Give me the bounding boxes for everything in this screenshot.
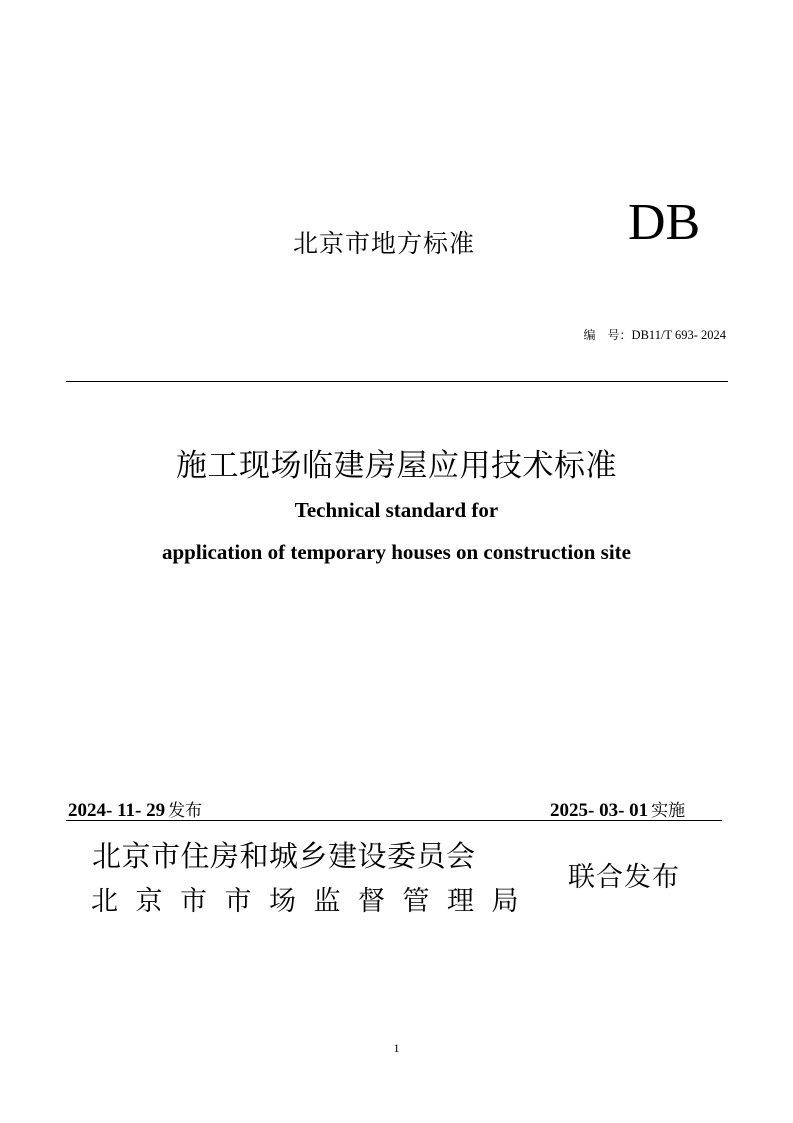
standard-code-label: 编 号： xyxy=(583,328,632,342)
db-mark: DB xyxy=(628,194,701,251)
effective-date-value: 2025- 03- 01 xyxy=(550,800,649,821)
issuer-housing-commission: 北京市住房和城乡建设委员会 xyxy=(92,839,476,873)
top-divider xyxy=(66,381,728,382)
effective-date-label: 实施 xyxy=(651,801,686,821)
title-english-line2: application of temporary houses on construction site xyxy=(162,540,631,564)
issue-date-value: 2024- 11- 29 xyxy=(68,800,166,821)
title-english-line1: Technical standard for xyxy=(294,498,499,522)
joint-issue-label: 联合发布 xyxy=(568,862,680,893)
standard-code xyxy=(584,326,726,343)
effective-date xyxy=(550,796,685,822)
issue-date xyxy=(68,796,202,822)
standard-type-label: 北京市地方标准 xyxy=(293,229,476,258)
page-number: 1 xyxy=(393,1041,400,1055)
title-chinese: 施工现场临建房屋应用技术标准 xyxy=(176,448,617,484)
standard-code-value: DB11/T 693- 2024 xyxy=(631,328,726,342)
issuer-market-supervision: 北京市市场监督管理局 xyxy=(91,886,536,917)
issue-date-label: 发布 xyxy=(168,801,203,821)
bottom-divider xyxy=(66,820,722,821)
